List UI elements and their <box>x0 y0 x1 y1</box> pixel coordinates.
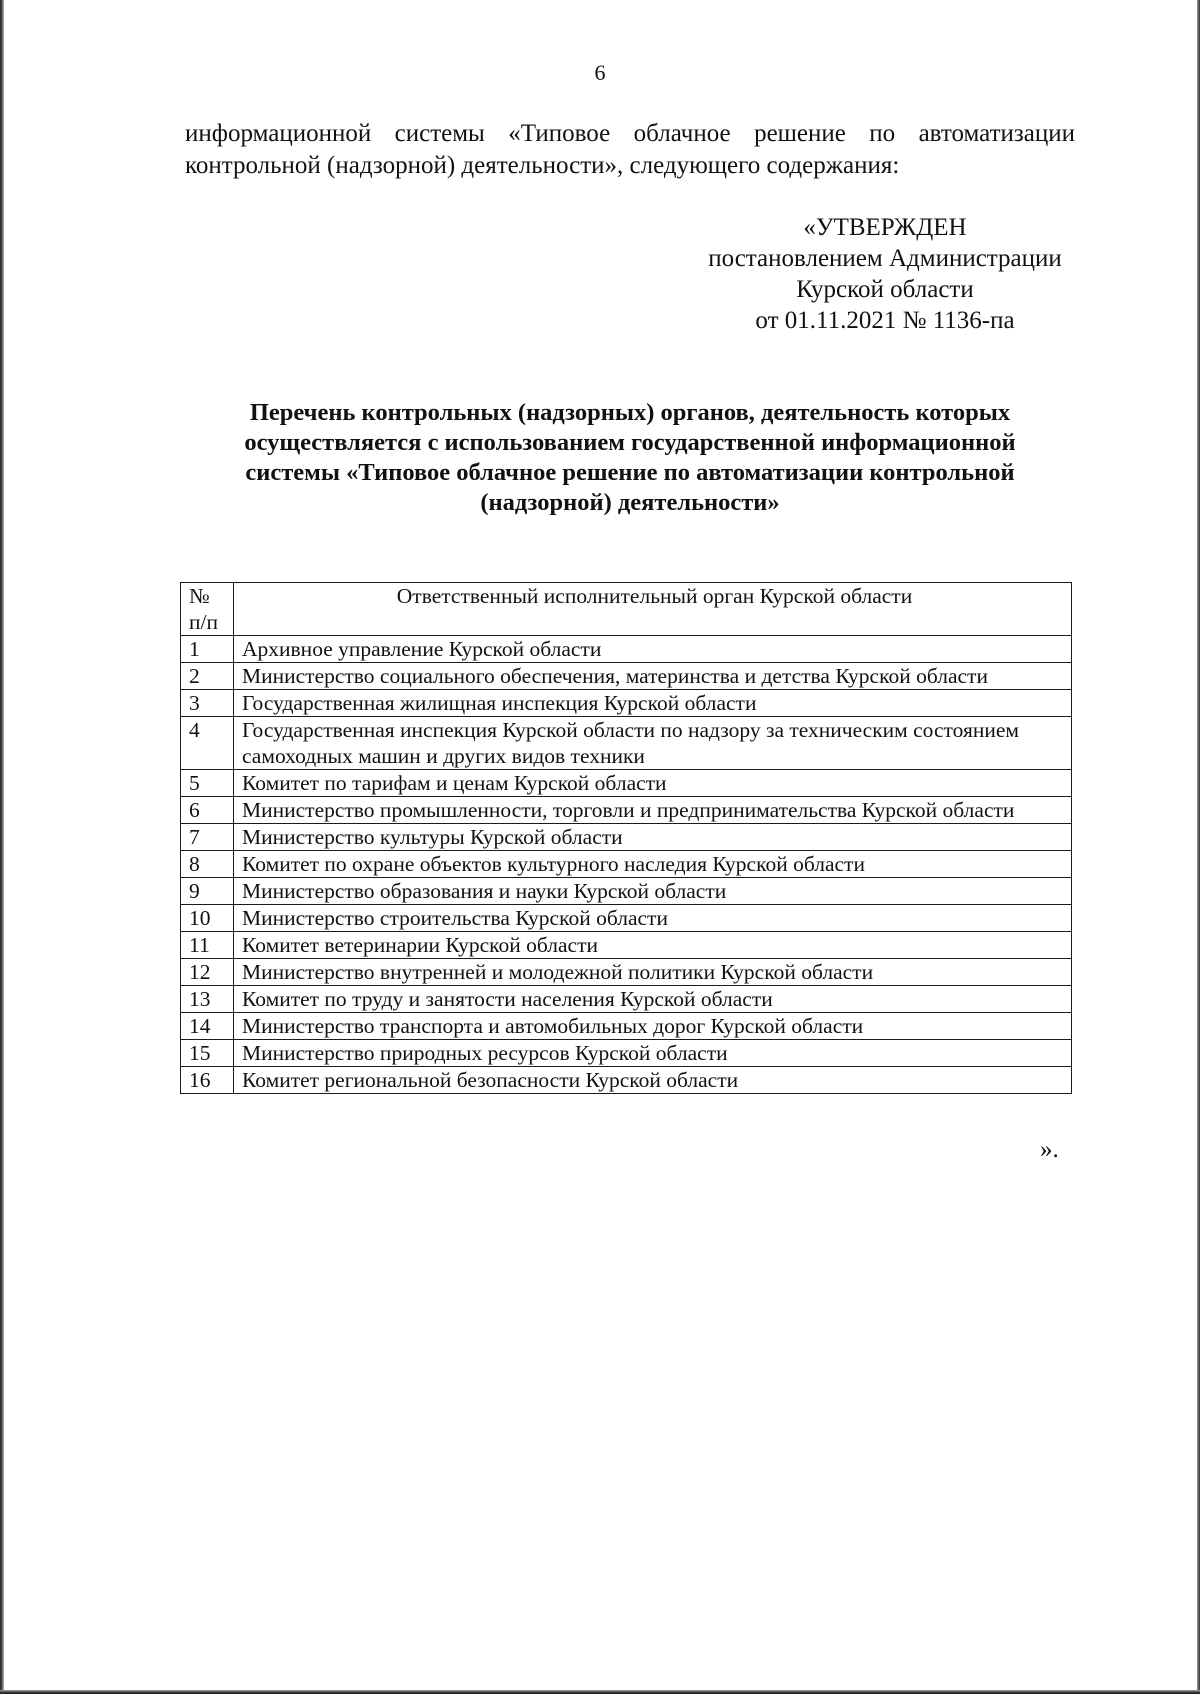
approval-line-1: «УТВЕРЖДЕН <box>803 214 967 241</box>
row-number: 11 <box>181 932 234 959</box>
table-row <box>181 636 1072 663</box>
row-number: 14 <box>181 1013 234 1040</box>
table-row <box>181 959 1072 986</box>
row-agency: Государственная инспекция Курской области по надзору за техническим состоянием самоходных машин и других видов техники <box>234 717 1072 770</box>
table-row <box>181 1067 1072 1094</box>
approval-stamp <box>690 212 1080 336</box>
row-agency: Архивное управление Курской области <box>234 636 1072 663</box>
approval-line-4: от 01.11.2021 № 1136-па <box>755 307 1015 334</box>
row-number: 1 <box>181 636 234 663</box>
table-row <box>181 797 1072 824</box>
row-agency: Министерство природных ресурсов Курской области <box>234 1040 1072 1067</box>
row-agency: Министерство транспорта и автомобильных дорог Курской области <box>234 1013 1072 1040</box>
agencies-table <box>180 582 1072 1094</box>
closing-quote-mark: ». <box>1040 1136 1059 1163</box>
row-agency: Комитет ветеринарии Курской области <box>234 932 1072 959</box>
table-row <box>181 932 1072 959</box>
document-title <box>180 398 1080 518</box>
title-line-2: осуществляется с использованием государственной информационной <box>244 429 1016 456</box>
scan-edge-left <box>0 0 4 1694</box>
row-number: 10 <box>181 905 234 932</box>
table-row <box>181 1040 1072 1067</box>
header-number-sign: № <box>189 584 210 608</box>
row-number: 15 <box>181 1040 234 1067</box>
table-row <box>181 717 1072 770</box>
row-number: 2 <box>181 663 234 690</box>
row-number: 3 <box>181 690 234 717</box>
row-agency: Министерство культуры Курской области <box>234 824 1072 851</box>
row-number: 9 <box>181 878 234 905</box>
row-agency: Министерство строительства Курской области <box>234 905 1072 932</box>
approval-line-3: Курской области <box>796 276 974 303</box>
row-agency: Министерство внутренней и молодежной политики Курской области <box>234 959 1072 986</box>
table-row <box>181 824 1072 851</box>
header-number-cell <box>181 583 234 636</box>
row-agency: Комитет региональной безопасности Курской области <box>234 1067 1072 1094</box>
table-row <box>181 663 1072 690</box>
scan-edge-bottom <box>0 1690 1200 1694</box>
header-number-abbr: п/п <box>189 610 218 634</box>
header-agency-cell: Ответственный исполнительный орган Курской области <box>234 583 1072 636</box>
table-row <box>181 878 1072 905</box>
title-line-4: (надзорной) деятельности» <box>480 489 780 516</box>
table-row <box>181 1013 1072 1040</box>
table-row <box>181 986 1072 1013</box>
row-number: 12 <box>181 959 234 986</box>
row-agency: Государственная жилищная инспекция Курской области <box>234 690 1072 717</box>
row-number: 7 <box>181 824 234 851</box>
row-agency: Министерство образования и науки Курской области <box>234 878 1072 905</box>
title-line-1: Перечень контрольных (надзорных) органов, деятельность которых <box>249 399 1011 426</box>
table-row <box>181 905 1072 932</box>
row-agency: Комитет по труду и занятости населения Курской области <box>234 986 1072 1013</box>
row-number: 5 <box>181 770 234 797</box>
intro-paragraph: информационной системы «Типовое облачное решение по автоматизации контрольной (надзорной) деятельности», следующего содержания: <box>185 120 1075 179</box>
row-agency: Министерство промышленности, торговли и предпринимательства Курской области <box>234 797 1072 824</box>
row-agency: Министерство социального обеспечения, материнства и детства Курской области <box>234 663 1072 690</box>
table-header-row <box>181 583 1072 636</box>
row-number: 13 <box>181 986 234 1013</box>
row-agency: Комитет по охране объектов культурного наследия Курской области <box>234 851 1072 878</box>
row-agency: Комитет по тарифам и ценам Курской области <box>234 770 1072 797</box>
title-line-3: системы «Типовое облачное решение по автоматизации контрольной <box>245 459 1015 486</box>
row-number: 16 <box>181 1067 234 1094</box>
row-number: 6 <box>181 797 234 824</box>
row-number: 8 <box>181 851 234 878</box>
row-number: 4 <box>181 717 234 770</box>
table-row <box>181 690 1072 717</box>
table-row <box>181 851 1072 878</box>
page-number: 6 <box>594 60 606 85</box>
table-row <box>181 770 1072 797</box>
approval-line-2: постановлением Администрации <box>708 245 1062 272</box>
